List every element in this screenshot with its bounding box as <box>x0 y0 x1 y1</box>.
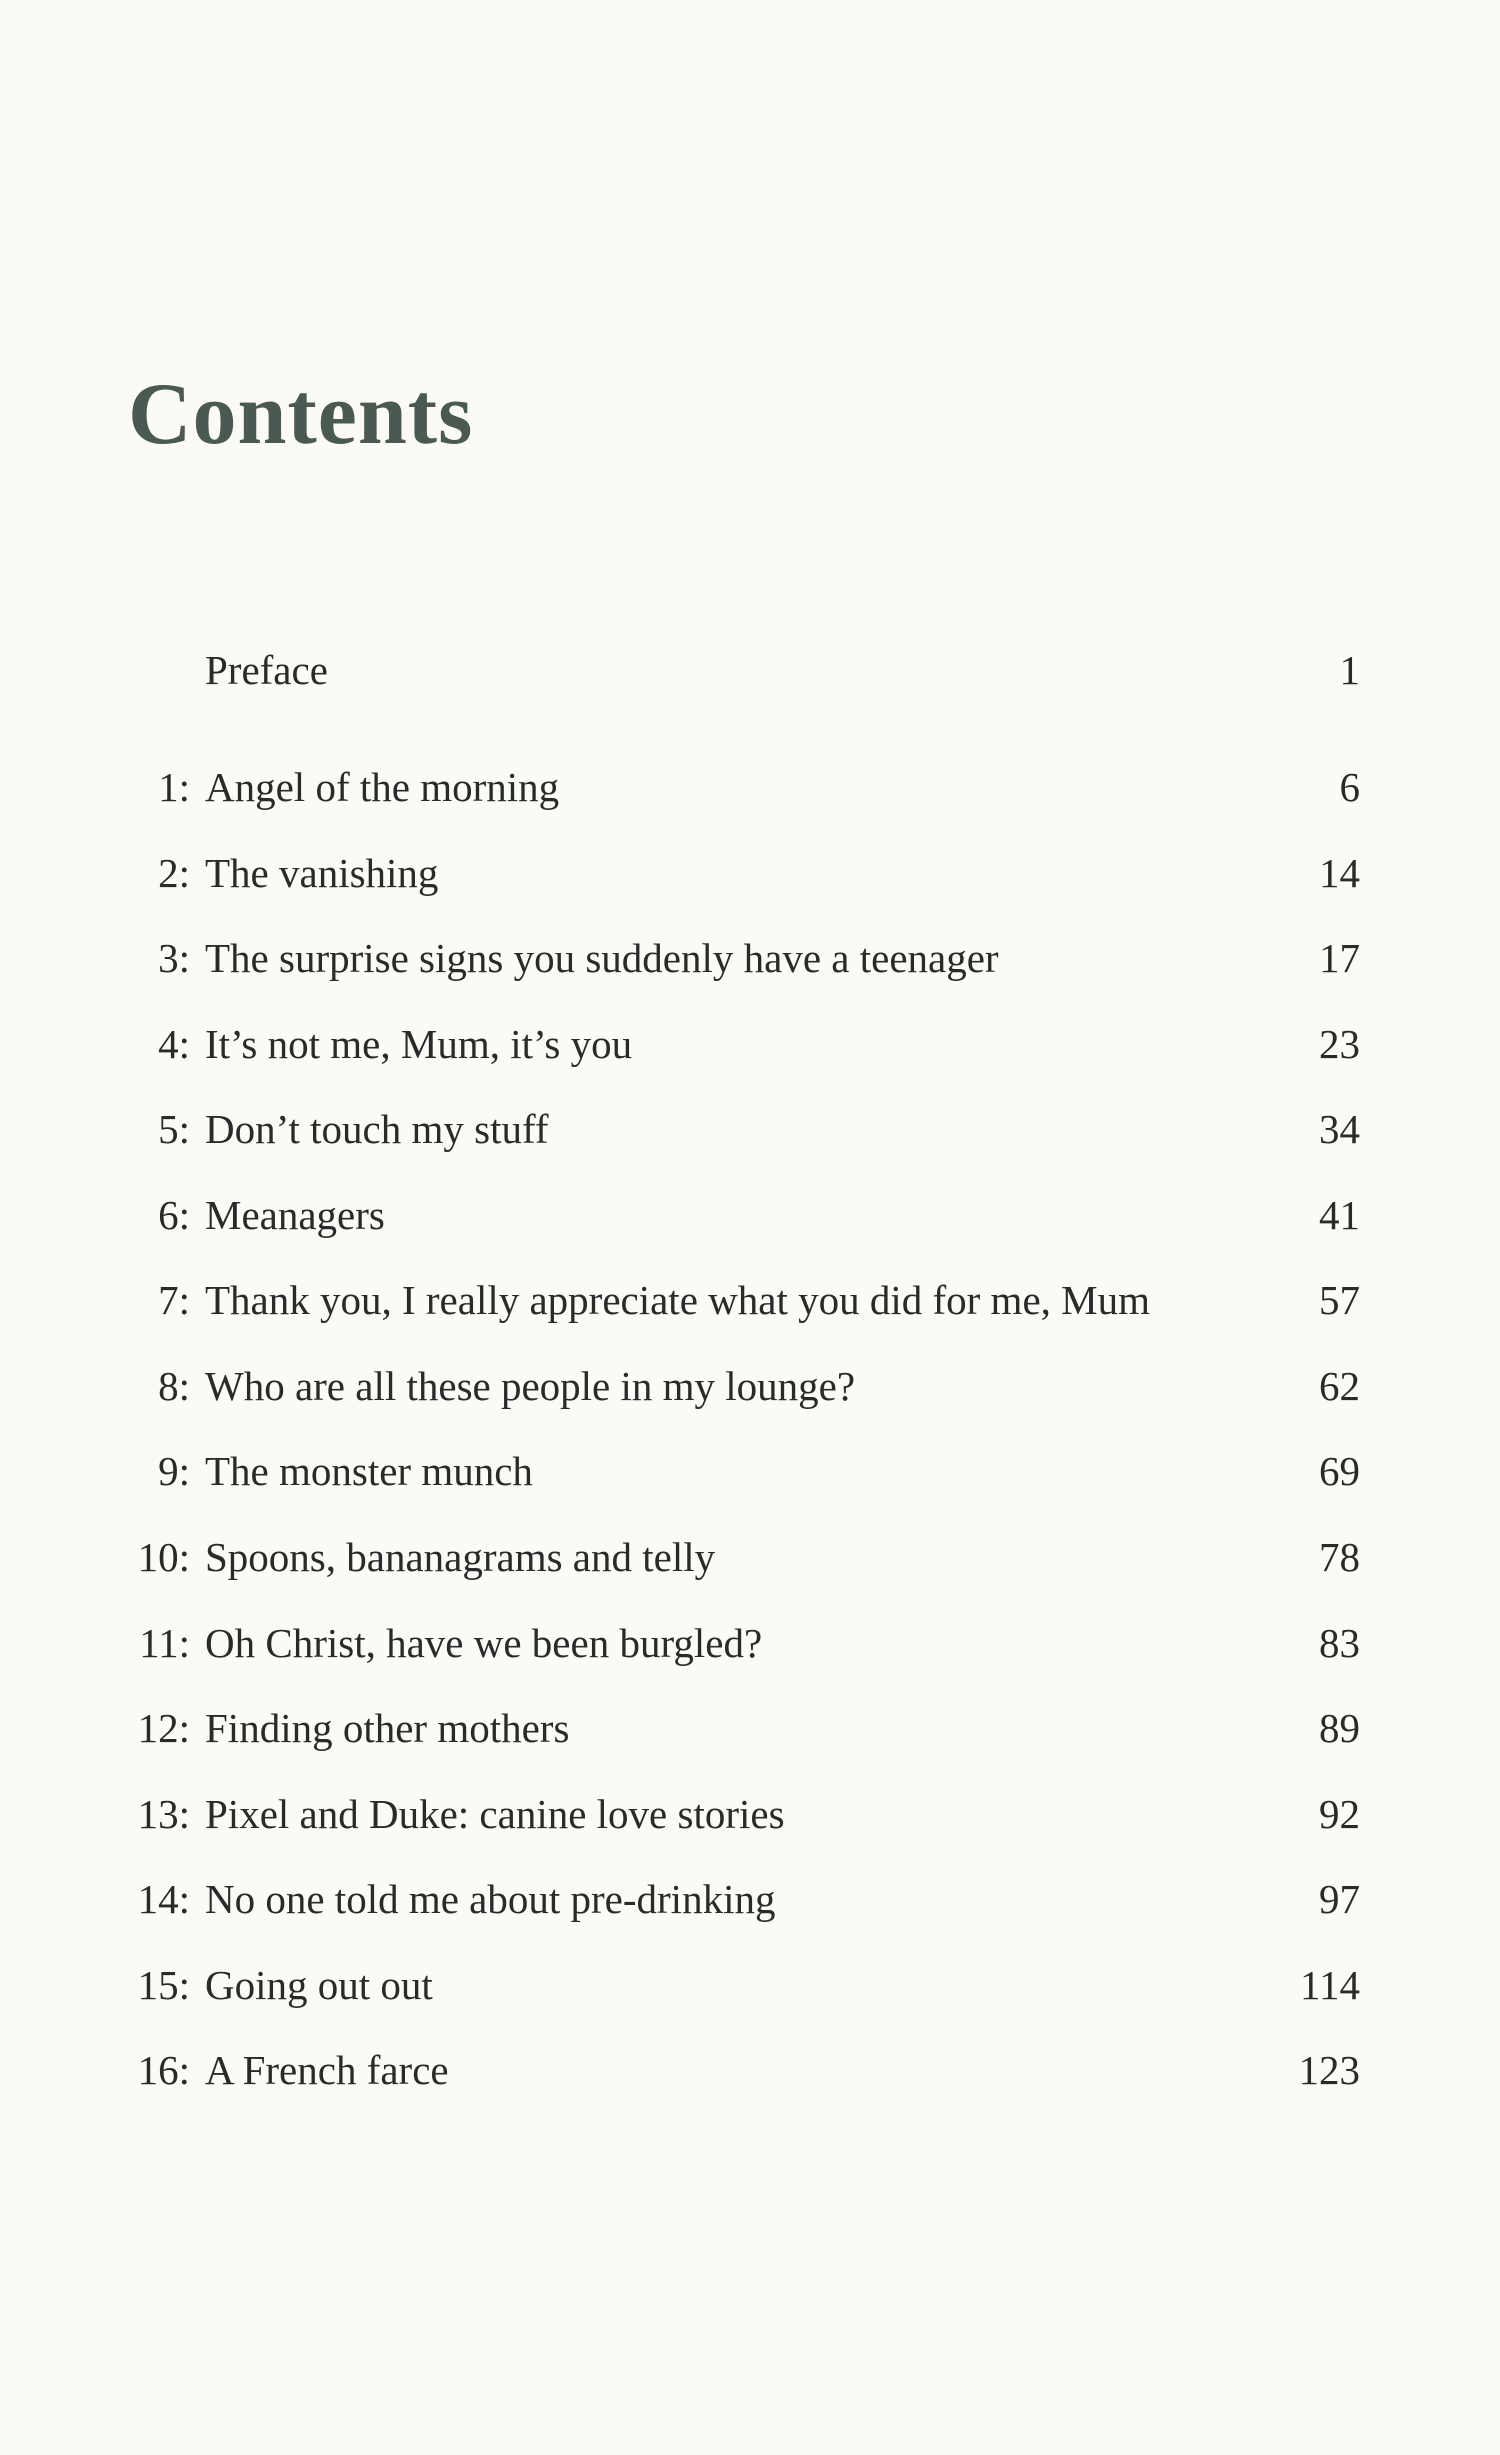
toc-entry <box>0 1099 1500 1159</box>
toc-entry <box>0 1356 1500 1416</box>
toc-entry-number: 4: <box>158 1021 190 1067</box>
toc-entry-page: 62 <box>1319 1363 1360 1409</box>
toc-entry-page: 83 <box>1319 1620 1360 1666</box>
toc-entry <box>0 2040 1500 2100</box>
toc-entry-title: Finding other mothers <box>205 1705 570 1751</box>
toc-entry-number: 11: <box>139 1620 190 1666</box>
toc-entry-title: A French farce <box>205 2047 449 2093</box>
toc-entry-number: 1: <box>158 764 190 810</box>
toc-entry-number: 9: <box>158 1448 190 1494</box>
toc-entry-page: 92 <box>1319 1791 1360 1837</box>
toc-entry-page: 89 <box>1319 1705 1360 1751</box>
toc-entry-page: 57 <box>1319 1277 1360 1323</box>
toc-entry-page: 34 <box>1319 1106 1360 1152</box>
toc-entry-title: Who are all these people in my lounge? <box>205 1363 856 1409</box>
toc-entry-page: 23 <box>1319 1021 1360 1067</box>
toc-entry-number: 10: <box>137 1534 190 1580</box>
toc-entry-page: 114 <box>1300 1962 1360 2008</box>
toc-entry <box>0 1014 1500 1074</box>
toc-entry-number: 14: <box>137 1876 190 1922</box>
toc-entry <box>0 1955 1500 2015</box>
toc-entry-title: The monster munch <box>205 1448 533 1494</box>
toc-entry <box>0 1613 1500 1673</box>
toc-entry <box>0 843 1500 903</box>
toc-entry-page: 123 <box>1298 2047 1360 2093</box>
toc-entry <box>0 928 1500 988</box>
toc-entry-title: Pixel and Duke: canine love stories <box>205 1791 785 1837</box>
toc-entry <box>0 1869 1500 1929</box>
toc-entry <box>0 1784 1500 1844</box>
toc-entry-number: 3: <box>158 935 190 981</box>
toc-entry-page: 17 <box>1319 935 1360 981</box>
toc-entry-title: Angel of the morning <box>205 764 560 810</box>
toc-entry-page: 41 <box>1319 1192 1360 1238</box>
toc-entry-title: No one told me about pre-drinking <box>205 1876 776 1922</box>
toc-entry-number: 7: <box>158 1277 190 1323</box>
toc-entry-title: The vanishing <box>205 850 439 896</box>
toc-entry <box>0 757 1500 817</box>
page-title: Contents <box>128 366 474 463</box>
toc-entry-page: 14 <box>1319 850 1360 896</box>
toc-entry-page: 97 <box>1319 1876 1360 1922</box>
toc-entry-title: Meanagers <box>205 1192 385 1238</box>
toc-entry-page: 6 <box>1339 764 1360 810</box>
toc-entry-number: 2: <box>158 850 190 896</box>
toc-entry-title: Thank you, I really appreciate what you did for me, Mum <box>205 1277 1150 1323</box>
toc-entry-number: 13: <box>137 1791 190 1837</box>
toc-entry-number: 6: <box>158 1192 190 1238</box>
toc-entry <box>0 1698 1500 1758</box>
toc-entry-title: Going out out <box>205 1962 433 2008</box>
toc-entry-number: 15: <box>137 1962 190 2008</box>
toc-entry-preface <box>0 640 1500 700</box>
toc-entry <box>0 1441 1500 1501</box>
toc-entry-number: 16: <box>137 2047 190 2093</box>
toc-entry <box>0 1185 1500 1245</box>
toc-entry <box>0 1270 1500 1330</box>
toc-entry-number: 5: <box>158 1106 190 1152</box>
toc-entry-title: Preface <box>205 647 328 693</box>
toc-entry-page: 78 <box>1319 1534 1360 1580</box>
toc-entry-page: 69 <box>1319 1448 1360 1494</box>
toc-entry-title: Don’t touch my stuff <box>205 1106 549 1152</box>
toc-entry-title: It’s not me, Mum, it’s you <box>205 1021 633 1067</box>
toc-entry-page: 1 <box>1339 647 1360 693</box>
toc-entry-number: 8: <box>158 1363 190 1409</box>
toc-entry-title: The surprise signs you suddenly have a teenager <box>205 935 999 981</box>
toc-entry-title: Spoons, bananagrams and telly <box>205 1534 716 1580</box>
toc-entry <box>0 1527 1500 1587</box>
toc-entry-title: Oh Christ, have we been burgled? <box>205 1620 763 1666</box>
toc-entry-number: 12: <box>137 1705 190 1751</box>
